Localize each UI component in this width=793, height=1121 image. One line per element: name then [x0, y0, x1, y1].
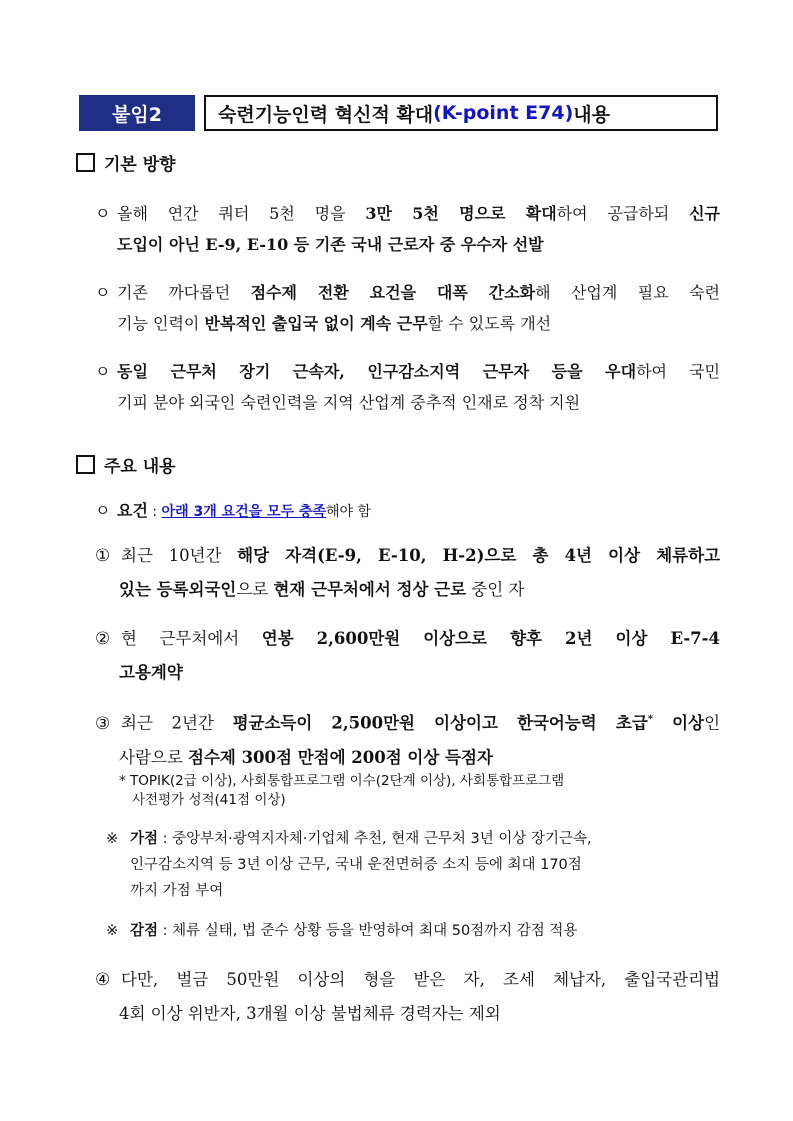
note-bonus-points: ※ 가점 : 중앙부처·광역지자체·기업체 추천, 현재 근무처 3년 이상 장기근속, 인구감소지역 등 3년 이상 근무, 국내 운전면허증 소지 등에 최대 170점 까지 가점 부여	[106, 831, 592, 899]
section-main-content	[76, 452, 176, 477]
circle-bullet-icon: ㅇ	[95, 204, 111, 223]
requirement-line: ㅇ 요건 : 아래 3개 요건을 모두 충족해야 함	[95, 495, 720, 528]
paragraph-simplify: ㅇ 기존 까다롭던 점수제 전환 요건을 대폭 간소화해 산업계 필요 숙련 기능 인력이 반복적인 출입국 없이 계속 근무할 수 있도록 개선	[95, 277, 720, 339]
paragraph-quota: ㅇ 올해 연간 쿼터 5천 명을 3만 5천 명으로 확대하여 공급하되 신규 도입이 아닌 E-9, E-10 등 기존 국내 근로자 중 우수자 선발	[95, 198, 720, 260]
requirement-item-4: ④ 다만, 벌금 50만원 이상의 형을 받은 자, 조세 체납자, 출입국관리법 4회 이상 위반자, 3개월 이상 불법체류 경력자는 제외	[95, 970, 720, 1023]
paragraph-preference: ㅇ 동일 근무처 장기 근속자, 인구감소지역 근무자 등을 우대하여 국민 기피 분야 외국인 숙련인력을 지역 산업계 중추적 인재로 정착 지원	[95, 356, 720, 418]
circle-bullet-icon: ㅇ	[95, 362, 111, 381]
checkbox-square-icon	[76, 455, 95, 474]
title-prefix: 숙련기능인력 혁신적 확대	[218, 103, 434, 126]
checkbox-square-icon	[76, 153, 95, 172]
note-penalty-points: ※ 감점 : 체류 실태, 법 준수 상황 등을 반영하여 최대 50점까지 감점 적용	[106, 923, 578, 939]
title-suffix: 내용	[573, 103, 610, 126]
title-row	[79, 95, 718, 131]
title-code: (K-point E74)	[433, 102, 574, 124]
section-heading: 주요 내용	[104, 457, 176, 477]
footnote: * TOPIK(2급 이상), 사회통합프로그램 이수(2단계 이상), 사회통합프로그램 사전평가 성적(41점 이상)	[119, 773, 565, 808]
section-heading: 기본 방향	[104, 155, 176, 175]
circle-bullet-icon: ㅇ	[95, 501, 111, 520]
requirement-item-2: ② 현 근무처에서 연봉 2,600만원 이상으로 향후 2년 이상 E-7-4 고용계약	[95, 629, 720, 682]
requirement-item-1: ① 최근 10년간 해당 자격(E-9, E-10, H-2)으로 총 4년 이상 체류하고 있는 등록외국인으로 현재 근무처에서 정상 근로 중인 자	[95, 546, 721, 599]
attachment-tag: 붙임2	[79, 95, 195, 131]
requirement-item-3: ③ 최근 2년간 평균소득이 2,500만원 이상이고 한국어능력 초급* 이상인 사람으로 점수제 300점 만점에 200점 이상 득점자	[95, 713, 721, 767]
requirement-link[interactable]: 아래 3개 요건을 모두 충족	[161, 504, 327, 520]
section-basic-direction	[76, 150, 176, 175]
circle-bullet-icon: ㅇ	[95, 283, 111, 302]
page-title	[204, 95, 718, 131]
